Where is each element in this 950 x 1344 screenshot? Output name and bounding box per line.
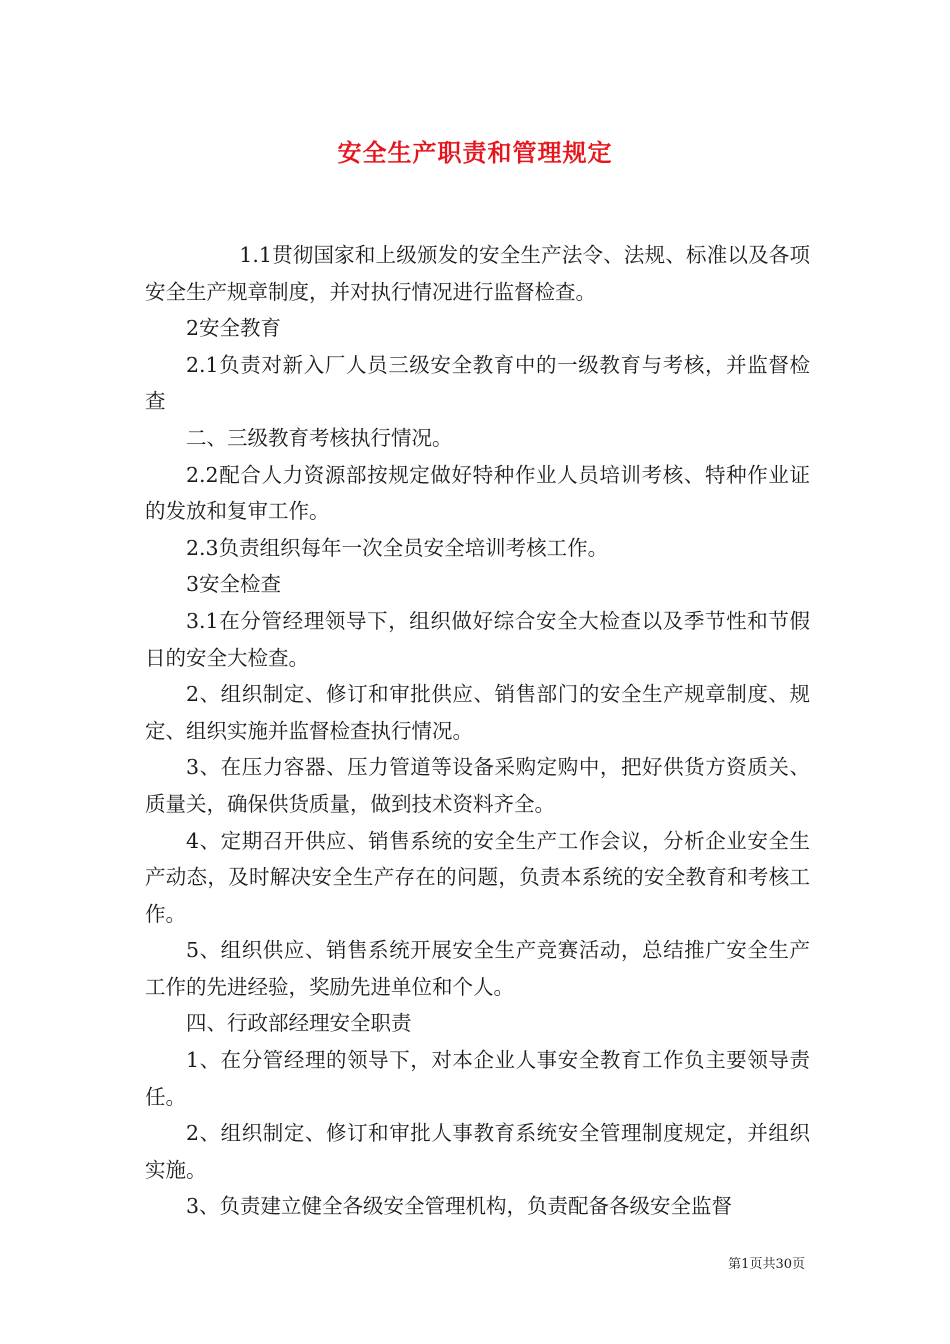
section-heading: 2安全教育 [186,316,282,341]
paragraph: 3.1在分管经理领导下，组织做好综合安全大检查以及季节性和节假日的安全大检查。 [145,608,810,670]
document-body [145,237,810,1225]
page-number-footer: 第1页共30页 [728,1257,805,1272]
document-title: 安全生产职责和管理规定 [337,138,613,167]
section-heading: 3安全检查 [186,572,282,597]
paragraph: 5、组织供应、销售系统开展安全生产竞赛活动，总结推广安全生产工作的先进经验，奖励先进单位和个人。 [145,938,810,999]
paragraph: 2.3负责组织每年一次全员安全培训考核工作。 [186,535,609,560]
paragraph: 2.1负责对新入厂人员三级安全教育中的一级教育与考核，并监督检查 [145,352,810,414]
paragraph: 4、定期召开供应、销售系统的安全生产工作会议，分析企业安全生产动态，及时解决安全生产存在的问题，负责本系统的安全教育和考核工作。 [145,828,810,926]
paragraph: 2.2配合人力资源部按规定做好特种作业人员培训考核、特种作业证的发放和复审工作。 [145,462,810,524]
paragraph: 3、在压力容器、压力管道等设备采购定购中，把好供货方资质关、质量关，确保供货质量，做到技术资料齐全。 [145,755,810,816]
paragraph: 1.1贯彻国家和上级颁发的安全生产法令、法规、标准以及各项安全生产规章制度，并对执行情况进行监督检查。 [145,243,810,304]
section-heading: 四、行政部经理安全职责 [186,1011,412,1036]
paragraph: 3、负责建立健全各级安全管理机构，负责配备各级安全监督 [186,1194,733,1219]
paragraph: 1、在分管经理的领导下，对本企业人事安全教育工作负主要领导责任。 [145,1048,810,1109]
paragraph: 二、三级教育考核执行情况。 [186,425,453,450]
paragraph: 2、组织制定、修订和审批人事教育系统安全管理制度规定，并组织实施。 [145,1121,810,1182]
paragraph: 2、组织制定、修订和审批供应、销售部门的安全生产规章制度、规定、组织实施并监督检查执行情况。 [145,682,810,743]
